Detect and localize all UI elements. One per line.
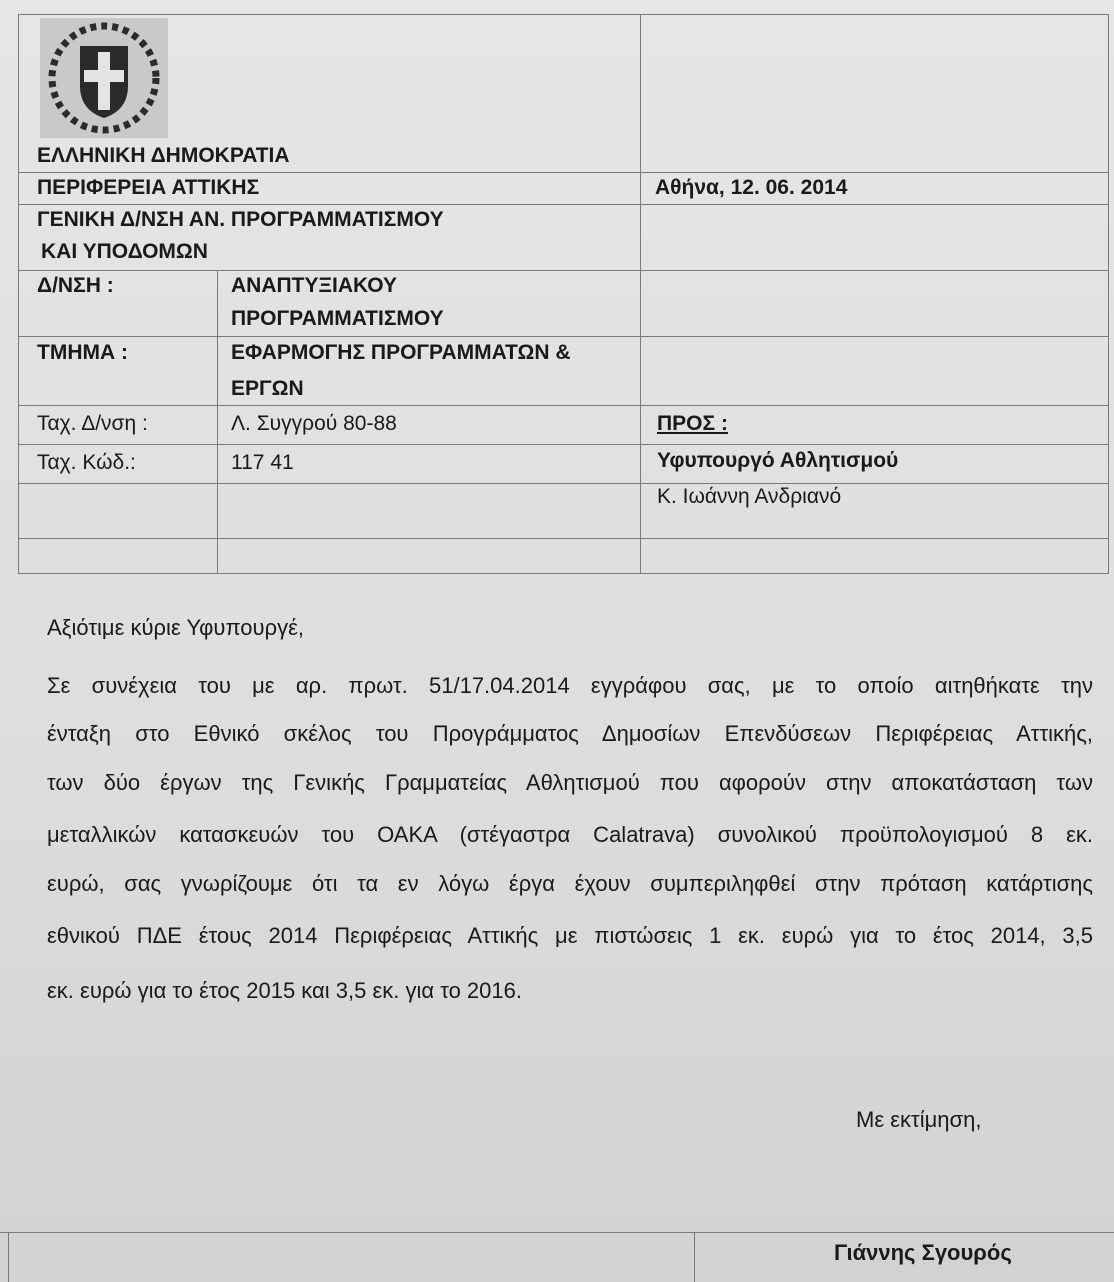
recipient-name: Κ. Ιωάννη Ανδριανό xyxy=(657,485,842,508)
body-line-6: εθνικού ΠΔΕ έτους 2014 Περιφέρειας Αττικής με πιστώσεις 1 εκ. ευρώ για το έτος 2014, 3,5 xyxy=(47,923,1093,948)
directorate-label: Δ/ΝΣΗ : xyxy=(37,274,114,297)
table-row-line-4 xyxy=(18,336,1108,337)
department-value-line-2: ΕΡΓΩΝ xyxy=(231,377,304,400)
table-border-left xyxy=(18,14,19,574)
body-line-5: ευρώ, σας γνωρίζουμε ότι τα εν λόγω έργα έχουν συμπεριληφθεί στην πρόταση κατάρτισης xyxy=(47,871,1093,896)
republic-label: ΕΛΛΗΝΙΚΗ ΔΗΜΟΚΡΑΤΙΑ xyxy=(37,144,290,167)
table-border-right-col xyxy=(640,14,641,574)
signatory-name: Γιάννης Σγουρός xyxy=(834,1240,1012,1265)
to-label: ΠΡΟΣ : xyxy=(657,412,728,435)
table-border-top xyxy=(18,14,1108,15)
body-line-2: ένταξη στο Εθνικό σκέλος του Προγράμματος Δημοσίων Επενδύσεων Περιφέρειας Αττικής, xyxy=(47,721,1093,746)
table-row-line-3 xyxy=(18,270,1108,271)
table-row-line-1 xyxy=(18,172,1108,173)
table-row-line-8 xyxy=(18,538,1108,539)
department-value-line-1: ΕΦΑΡΜΟΓΗΣ ΠΡΟΓΡΑΜΜΑΤΩΝ & xyxy=(231,341,571,364)
department-label: ΤΜΗΜΑ : xyxy=(37,341,128,364)
body-line-7: εκ. ευρώ για το έτος 2015 και 3,5 εκ. για το 2016. xyxy=(47,978,522,1003)
table-row-line-2 xyxy=(18,204,1108,205)
table-row-line-6 xyxy=(18,444,1108,445)
table-border-mid xyxy=(217,270,218,574)
directorate-value-line-1: ΑΝΑΠΤΥΞΙΑΚΟΥ xyxy=(231,274,397,297)
address-value: Λ. Συγγρού 80-88 xyxy=(231,412,397,435)
signature-row-divider-mid xyxy=(694,1232,695,1282)
signature-row-divider-left xyxy=(8,1232,9,1282)
signature-row-line xyxy=(0,1232,1114,1233)
postal-code-value: 117 41 xyxy=(231,451,294,474)
table-row-line-5 xyxy=(18,405,1108,406)
general-directorate-line-2: ΚΑΙ ΥΠΟΔΟΜΩΝ xyxy=(41,240,208,263)
table-border-right xyxy=(1108,14,1109,574)
greeting: Αξιότιμε κύριε Υφυπουργέ, xyxy=(47,615,305,640)
postal-code-label: Ταχ. Κώδ.: xyxy=(37,451,136,474)
body-line-3: των δύο έργων της Γενικής Γραμματείας Αθλητισμού που αφορούν στην αποκατάσταση των xyxy=(47,770,1093,795)
table-row-line-7 xyxy=(18,483,1108,484)
directorate-value-line-2: ΠΡΟΓΡΑΜΜΑΤΙΣΜΟΥ xyxy=(231,307,444,330)
date-text: Αθήνα, 12. 06. 2014 xyxy=(655,176,848,199)
body-line-1: Σε συνέχεια του με αρ. πρωτ. 51/17.04.2014 εγγράφου σας, με το οποίο αιτηθήκατε την xyxy=(47,673,1093,698)
body-line-4: μεταλλικών κατασκευών του ΟΑΚΑ (στέγαστρα Calatrava) συνολικού προϋπολογισμού 8 εκ. xyxy=(47,822,1093,847)
recipient-title: Υφυπουργό Αθλητισμού xyxy=(657,449,899,472)
general-directorate-line-1: ΓΕΝΙΚΗ Δ/ΝΣΗ ΑΝ. ΠΡΟΓΡΑΜΜΑΤΙΣΜΟΥ xyxy=(37,208,444,231)
closing: Με εκτίμηση, xyxy=(856,1107,982,1132)
address-label: Ταχ. Δ/νση : xyxy=(37,412,148,435)
greek-coat-of-arms-icon xyxy=(40,18,168,138)
table-border-bottom xyxy=(18,573,1108,574)
region-label: ΠΕΡΙΦΕΡΕΙΑ ΑΤΤΙΚΗΣ xyxy=(37,176,260,199)
